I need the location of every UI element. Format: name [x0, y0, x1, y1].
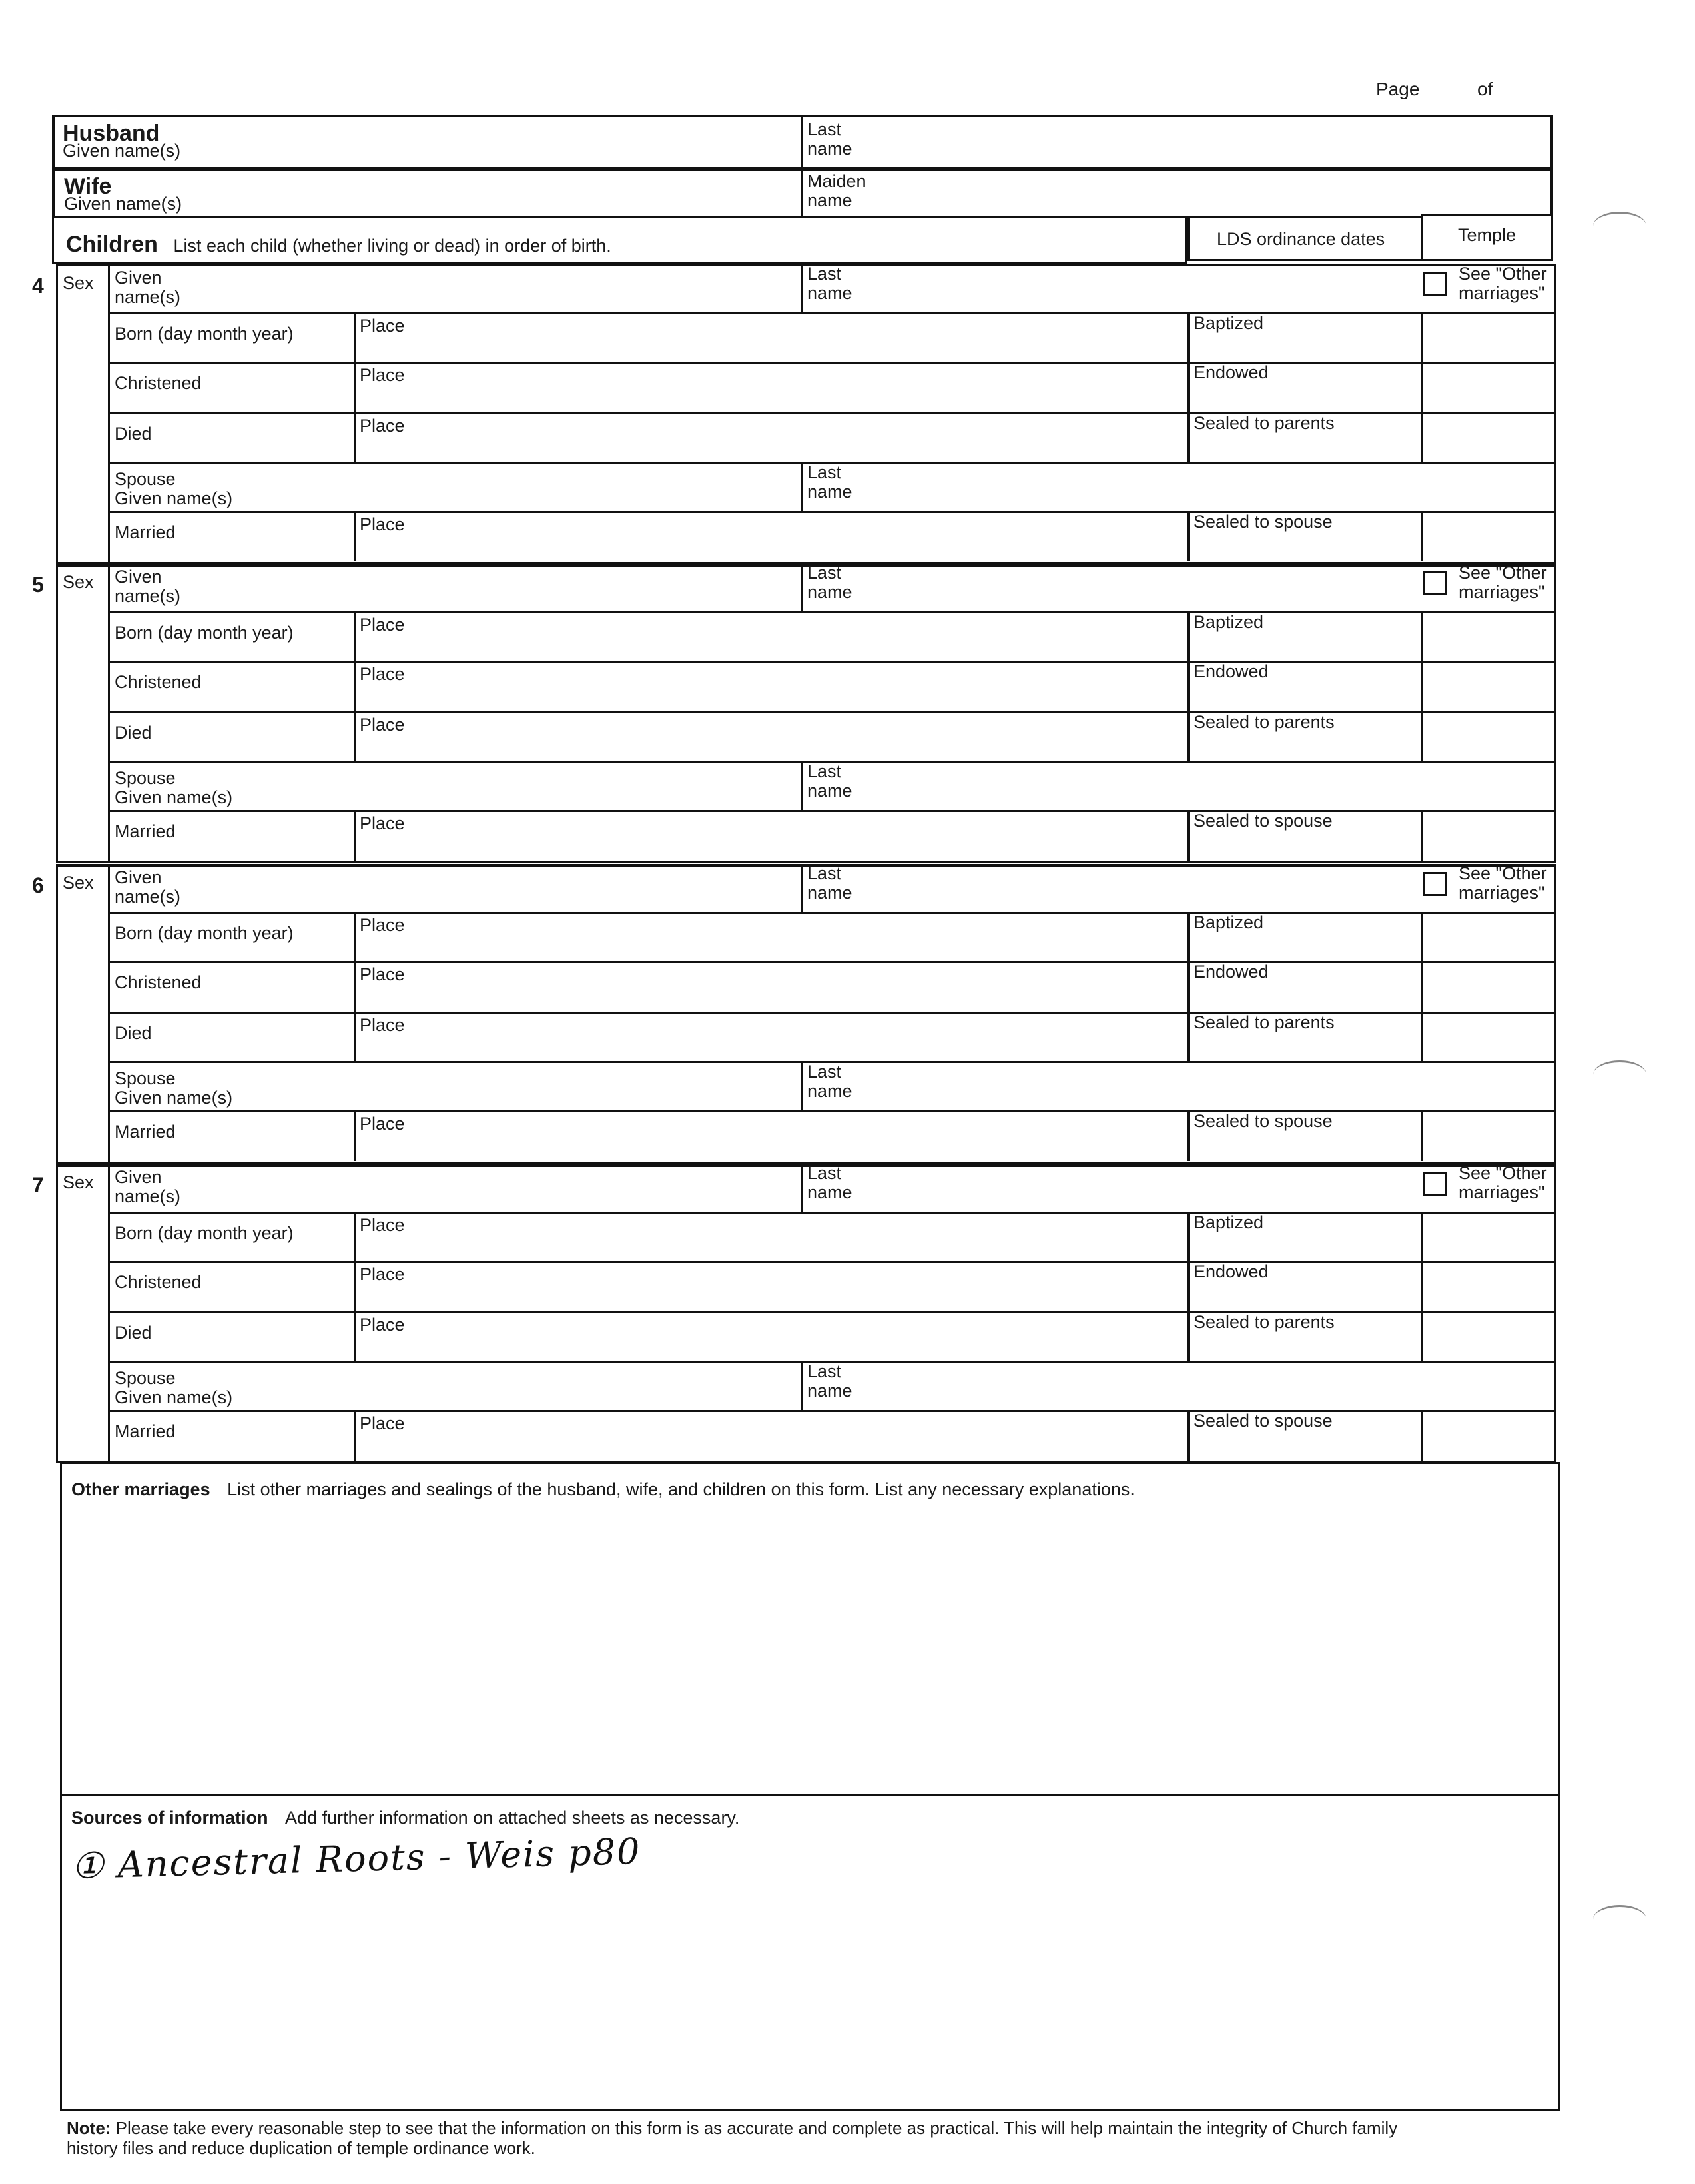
spouse-last-label: Last: [807, 462, 842, 482]
wife-given-field[interactable]: [55, 171, 799, 218]
place-label: Place: [360, 416, 405, 436]
place-label: Place: [360, 514, 405, 534]
spouse-given-field[interactable]: [110, 462, 801, 511]
wife-row: Wife Given name(s) Maiden name: [52, 168, 1553, 220]
husband-row: Husband Given name(s) Last name: [52, 115, 1553, 169]
baptized-label: Baptized: [1193, 612, 1264, 632]
baptized-label: Baptized: [1193, 1212, 1264, 1232]
sealed_parents-label: Sealed to parents: [1193, 413, 1335, 433]
sex-label: Sex: [63, 572, 94, 592]
lds-ordinance-header: [1187, 216, 1423, 261]
born-place-field[interactable]: [356, 312, 1186, 362]
endowed-label: Endowed: [1193, 962, 1269, 982]
sources-section[interactable]: [60, 1794, 1560, 2111]
endowed-date-field[interactable]: [1190, 1261, 1421, 1311]
sealed_parents-temple-field[interactable]: [1423, 412, 1556, 462]
sex-field[interactable]: [57, 864, 108, 912]
died-date-field[interactable]: [110, 1311, 354, 1361]
sealed_parents-label: Sealed to parents: [1193, 1312, 1335, 1332]
child-given-field[interactable]: [110, 264, 801, 312]
died-place-field[interactable]: [356, 412, 1186, 462]
place-label: Place: [360, 915, 405, 935]
spouse-given-field[interactable]: [110, 1361, 801, 1410]
spouse-last-label: Last: [807, 761, 842, 781]
died-place-field[interactable]: [356, 711, 1186, 761]
endowed-temple-field[interactable]: [1423, 661, 1556, 711]
sex-label: Sex: [63, 873, 94, 893]
child-given-field[interactable]: [110, 1164, 801, 1212]
sex-label: Sex: [63, 273, 94, 293]
married-place-field[interactable]: [356, 1110, 1186, 1161]
endowed-temple-field[interactable]: [1423, 1261, 1556, 1311]
sealed-spouse-date-field[interactable]: [1190, 1110, 1421, 1161]
see-other-marriages-label: See "Other: [1459, 863, 1547, 883]
child-number: 7: [32, 1173, 44, 1197]
see-other-marriages-checkbox[interactable]: [1423, 571, 1447, 595]
sealed_parents-label: Sealed to parents: [1193, 1012, 1335, 1032]
baptized-temple-field[interactable]: [1423, 611, 1556, 661]
born-label: Born (day month year): [115, 623, 294, 643]
baptized-date-field[interactable]: [1190, 912, 1421, 961]
sealed_parents-date-field[interactable]: [1190, 412, 1421, 462]
sealed_parents-temple-field[interactable]: [1423, 711, 1556, 761]
sealed_parents-date-field[interactable]: [1190, 1012, 1421, 1061]
born-label: Born (day month year): [115, 1223, 294, 1243]
child-given-label: Given: [115, 1167, 162, 1187]
note-footer: [67, 2118, 1532, 2158]
born-place-field[interactable]: [356, 912, 1186, 961]
christened-date-field[interactable]: [110, 362, 354, 412]
child-block: 6 Sex Given name(s) Last name See "Other marriages" Born (day month year) Place Baptized Christened Place Endowed Died Place Sealed to parents Spouse Given name(s) Last name Married Place Sealed to spouse: [0, 864, 1695, 1165]
children-header: [52, 216, 1187, 264]
sources-instruction: Add further information on attached sheets as necessary.: [285, 1808, 740, 1828]
married-date-field[interactable]: [110, 810, 354, 861]
other-marriages-title: Other marriages: [71, 1479, 210, 1499]
child-last-field[interactable]: [803, 1164, 1414, 1212]
place-label: Place: [360, 365, 405, 385]
child-block: 5 Sex Given name(s) Last name See "Other marriages" Born (day month year) Place Baptized Christened Place Endowed Died Place Sealed to parents Spouse Given name(s) Last name Married Place Sealed to spouse: [0, 563, 1695, 865]
married-date-field[interactable]: [110, 511, 354, 561]
lds-label: LDS ordinance dates: [1217, 229, 1385, 249]
other-marriages-section[interactable]: [60, 1462, 1560, 1796]
spouse-given-field[interactable]: [110, 1061, 801, 1110]
endowed-date-field[interactable]: [1190, 661, 1421, 711]
married-label: Married: [115, 1421, 176, 1441]
endowed-label: Endowed: [1193, 661, 1269, 681]
child-last-field[interactable]: [803, 264, 1414, 312]
place-label: Place: [360, 1215, 405, 1235]
born-date-field[interactable]: [110, 1212, 354, 1261]
sealed-spouse-label: Sealed to spouse: [1193, 512, 1333, 532]
sealed_parents-label: Sealed to parents: [1193, 712, 1335, 732]
husband-given-label: Given name(s): [63, 141, 181, 161]
child-given-label: Given: [115, 567, 162, 587]
child-block: 4 Sex Given name(s) Last name See "Other marriages" Born (day month year) Place Baptized Christened Place Endowed Died Place Sealed to parents Spouse Given name(s) Last name Married Place Sealed to spouse: [0, 264, 1695, 565]
sex-field[interactable]: [57, 1164, 108, 1212]
baptized-date-field[interactable]: [1190, 611, 1421, 661]
temple-label: Temple: [1458, 225, 1517, 245]
sex-field[interactable]: [57, 264, 108, 312]
christened-label: Christened: [115, 972, 202, 992]
endowed-label: Endowed: [1193, 1262, 1269, 1281]
christened-date-field[interactable]: [110, 961, 354, 1012]
spouse-label: Spouse: [115, 1068, 176, 1088]
child-last-label: Last: [807, 264, 842, 284]
sealed-spouse-temple-field[interactable]: [1423, 1110, 1556, 1161]
christened-place-field[interactable]: [356, 1261, 1186, 1311]
sealed_parents-date-field[interactable]: [1190, 1311, 1421, 1361]
baptized-temple-field[interactable]: [1423, 312, 1556, 362]
sources-title: Sources of information: [71, 1808, 268, 1828]
died-date-field[interactable]: [110, 711, 354, 761]
place-label: Place: [360, 1264, 405, 1284]
endowed-date-field[interactable]: [1190, 961, 1421, 1012]
endowed-label: Endowed: [1193, 362, 1269, 382]
endowed-temple-field[interactable]: [1423, 362, 1556, 412]
husband-given-field[interactable]: [55, 117, 799, 168]
children-instruction: List each child (whether living or dead) in order of birth.: [173, 236, 611, 256]
sealed-spouse-date-field[interactable]: [1190, 810, 1421, 861]
baptized-temple-field[interactable]: [1423, 912, 1556, 961]
place-label: Place: [360, 964, 405, 984]
sources-handwritten-entry: ① Ancestral Roots - Weis p80: [71, 1830, 642, 1888]
sealed_parents-date-field[interactable]: [1190, 711, 1421, 761]
spouse-label: Spouse: [115, 469, 176, 489]
page-curl-mark: [1593, 1060, 1646, 1089]
sealed-spouse-label: Sealed to spouse: [1193, 811, 1333, 831]
spouse-last-label: Last: [807, 1361, 842, 1381]
endowed-date-field[interactable]: [1190, 362, 1421, 412]
died-label: Died: [115, 1023, 152, 1043]
child-number: 5: [32, 573, 44, 597]
of-label: of: [1477, 79, 1493, 99]
born-label: Born (day month year): [115, 324, 294, 344]
spouse-last-label: Last: [807, 1062, 842, 1082]
died-place-field[interactable]: [356, 1012, 1186, 1061]
born-place-field[interactable]: [356, 611, 1186, 661]
child-given-field[interactable]: [110, 864, 801, 912]
see-other-marriages-checkbox[interactable]: [1423, 1172, 1447, 1196]
husband-last-field[interactable]: [803, 117, 1550, 168]
place-label: Place: [360, 813, 405, 833]
christened-place-field[interactable]: [356, 961, 1186, 1012]
page-curl-mark: [1593, 212, 1646, 240]
sealed_parents-temple-field[interactable]: [1423, 1311, 1556, 1361]
see-other-marriages-label: See "Other: [1459, 1163, 1547, 1183]
baptized-date-field[interactable]: [1190, 1212, 1421, 1261]
sealed-spouse-temple-field[interactable]: [1423, 511, 1556, 561]
spouse-label: Spouse: [115, 1368, 176, 1388]
other-marriages-instruction: List other marriages and sealings of the husband, wife, and children on this form. List any necessary explanations.: [227, 1479, 1135, 1499]
died-date-field[interactable]: [110, 412, 354, 462]
temple-header: [1421, 214, 1553, 261]
sealed_parents-temple-field[interactable]: [1423, 1012, 1556, 1061]
christened-label: Christened: [115, 672, 202, 692]
baptized-date-field[interactable]: [1190, 312, 1421, 362]
christened-label: Christened: [115, 373, 202, 393]
place-label: Place: [360, 1315, 405, 1335]
died-label: Died: [115, 424, 152, 444]
sex-field[interactable]: [57, 563, 108, 611]
born-date-field[interactable]: [110, 611, 354, 661]
sealed-spouse-date-field[interactable]: [1190, 1410, 1421, 1461]
married-place-field[interactable]: [356, 810, 1186, 861]
christened-label: Christened: [115, 1272, 202, 1292]
spouse-last-field[interactable]: [803, 1061, 1556, 1110]
child-block: 7 Sex Given name(s) Last name See "Other marriages" Born (day month year) Place Baptized Christened Place Endowed Died Place Sealed to parents Spouse Given name(s) Last name Married Place Sealed to spouse: [0, 1164, 1695, 1465]
child-given-label: Given: [115, 867, 162, 887]
christened-place-field[interactable]: [356, 661, 1186, 711]
sealed-spouse-temple-field[interactable]: [1423, 1410, 1556, 1461]
place-label: Place: [360, 1114, 405, 1134]
christened-date-field[interactable]: [110, 661, 354, 711]
place-label: Place: [360, 1413, 405, 1433]
died-date-field[interactable]: [110, 1012, 354, 1061]
sealed-spouse-temple-field[interactable]: [1423, 810, 1556, 861]
married-label: Married: [115, 821, 176, 841]
born-place-field[interactable]: [356, 1212, 1186, 1261]
see-other-marriages-label: See "Other: [1459, 563, 1547, 583]
place-label: Place: [360, 615, 405, 635]
married-date-field[interactable]: [110, 1410, 354, 1461]
child-number: 4: [32, 274, 44, 298]
husband-last-label: Last: [807, 119, 842, 139]
spouse-last-field[interactable]: [803, 1361, 1556, 1410]
note-title: Note:: [67, 2118, 111, 2138]
died-label: Died: [115, 1323, 152, 1343]
child-given-label: Given: [115, 268, 162, 288]
married-place-field[interactable]: [356, 1410, 1186, 1461]
see-other-marriages-checkbox[interactable]: [1423, 872, 1447, 896]
christened-date-field[interactable]: [110, 1261, 354, 1311]
sealed-spouse-label: Sealed to spouse: [1193, 1411, 1333, 1431]
child-last-field[interactable]: [803, 864, 1414, 912]
sex-label: Sex: [63, 1172, 94, 1192]
see-other-marriages-checkbox[interactable]: [1423, 272, 1447, 296]
wife-maiden-label: Maiden: [807, 171, 866, 191]
spouse-last-field[interactable]: [803, 761, 1556, 810]
married-date-field[interactable]: [110, 1110, 354, 1161]
place-label: Place: [360, 664, 405, 684]
children-title: Children: [66, 232, 158, 257]
place-label: Place: [360, 715, 405, 735]
christened-place-field[interactable]: [356, 362, 1186, 412]
note-text-line1: Please take every reasonable step to see that the information on this form is as accurate and complete as practical. This will help maintain the integrity of Church family: [115, 2118, 1398, 2138]
died-place-field[interactable]: [356, 1311, 1186, 1361]
wife-given-label: Given name(s): [64, 194, 182, 214]
child-given-field[interactable]: [110, 563, 801, 611]
wife-maiden-field[interactable]: [803, 171, 1550, 218]
baptized-temple-field[interactable]: [1423, 1212, 1556, 1261]
child-last-label: Last: [807, 563, 842, 583]
note-text-line2: history files and reduce duplication of temple ordinance work.: [67, 2138, 535, 2158]
baptized-label: Baptized: [1193, 912, 1264, 932]
sealed-spouse-label: Sealed to spouse: [1193, 1111, 1333, 1131]
page-label: Page: [1376, 79, 1420, 99]
place-label: Place: [360, 316, 405, 336]
child-last-field[interactable]: [803, 563, 1414, 611]
married-label: Married: [115, 522, 176, 542]
baptized-label: Baptized: [1193, 313, 1264, 333]
sealed-spouse-date-field[interactable]: [1190, 511, 1421, 561]
spouse-last-field[interactable]: [803, 462, 1556, 511]
see-other-marriages-label: See "Other: [1459, 264, 1547, 284]
child-number: 6: [32, 873, 44, 897]
husband-title: Husband: [63, 121, 160, 146]
child-last-label: Last: [807, 1163, 842, 1183]
spouse-label: Spouse: [115, 768, 176, 788]
endowed-temple-field[interactable]: [1423, 961, 1556, 1012]
married-place-field[interactable]: [356, 511, 1186, 561]
spouse-given-field[interactable]: [110, 761, 801, 810]
born-date-field[interactable]: [110, 912, 354, 961]
born-label: Born (day month year): [115, 923, 294, 943]
place-label: Place: [360, 1015, 405, 1035]
died-label: Died: [115, 723, 152, 743]
married-label: Married: [115, 1122, 176, 1142]
born-date-field[interactable]: [110, 312, 354, 362]
child-last-label: Last: [807, 863, 842, 883]
page-curl-mark: [1593, 1905, 1646, 1934]
wife-title: Wife: [64, 174, 112, 199]
